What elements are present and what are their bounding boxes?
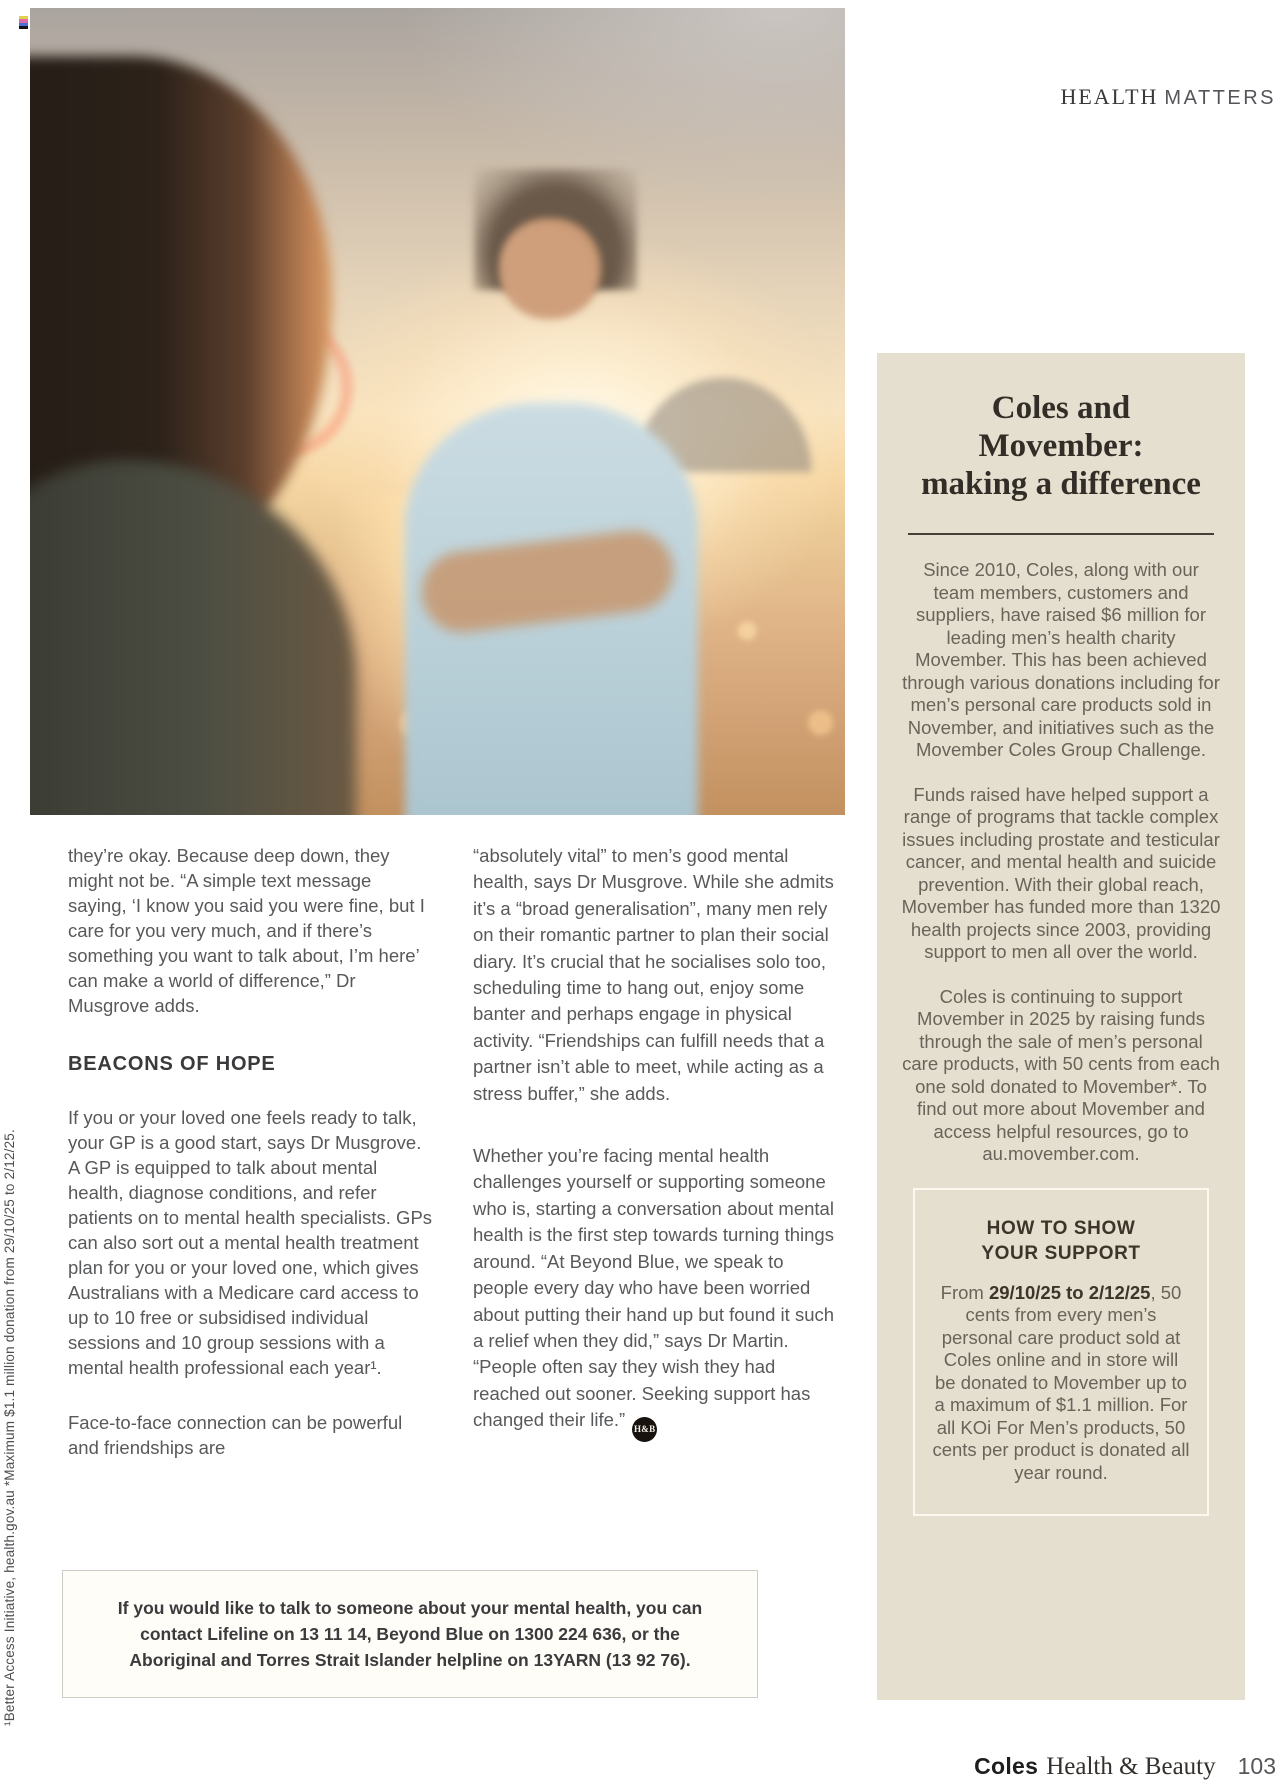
support-box-heading-line: YOUR SUPPORT xyxy=(981,1242,1141,1264)
footer-brand: Coles xyxy=(974,1753,1039,1779)
sidebar-title-line: making a difference xyxy=(921,466,1201,502)
support-box-text-prefix: From xyxy=(940,1281,989,1303)
article-paragraph-text: Whether you’re facing mental health challenges yourself or supporting someone who is, starting a conversation about mental health is the first step towards turning things around. “At Beyond Blue, we speak to people every day who have been worried about putting their hand up but found it such a relief when they did,” says Dr Martin. “People often say they wish they had reached out sooner. Seeking support has changed their life.” xyxy=(473,1145,835,1431)
color-registration-icon xyxy=(19,16,28,29)
hero-photo xyxy=(30,8,845,815)
support-box-heading xyxy=(931,1216,1191,1266)
sidebar-paragraph: Coles is continuing to support Movember in 2025 by raising funds through the sale of men’s personal care products, with 50 cents from each one sold donated to Movember*. To find out more about Movember and access helpful resources, go to au.movember.com. xyxy=(902,985,1220,1164)
footer-magazine-title: Health & Beauty xyxy=(1046,1753,1216,1780)
article-paragraph xyxy=(473,1143,839,1442)
support-box-text xyxy=(931,1282,1191,1485)
sidebar-title-line: Movember: xyxy=(978,428,1144,464)
footnote-vertical-text: ¹Better Access Initiative, health.gov.au *Maximum $1.1 million donation from 29/10/25 to 2/12/25. xyxy=(2,1129,17,1726)
page-number: 103 xyxy=(1237,1753,1276,1779)
article-column-1 xyxy=(68,843,434,1460)
article-paragraph: they’re okay. Because deep down, they might not be. “A simple text message saying, ‘I know you said you were fine, but I care for you very much, and if there’s something you want to talk about, I’m here’ can make a world of difference,” Dr Musgrove adds. xyxy=(68,845,425,1016)
article-paragraph: If you or your loved one feels ready to talk, your GP is a good start, says Dr Musgrove. A GP is equipped to talk about mental health, diagnose conditions, and refer patients on to mental health specialists. GPs can also sort out a mental health treatment plan for you or your loved one, which gives Australians with a Medicare card access to up to 10 free or subsidised individual sessions and 10 group sessions with a mental health professional each year¹. xyxy=(68,1107,433,1378)
sidebar-divider xyxy=(908,533,1214,535)
support-box-heading-line: HOW TO SHOW xyxy=(986,1217,1136,1239)
beacons-of-hope-heading: BEACONS OF HOPE xyxy=(68,1053,276,1075)
sidebar-title xyxy=(901,389,1221,503)
article-paragraph: Face-to-face connection can be powerful and friendships are xyxy=(68,1412,403,1458)
section-header-health: HEALTH xyxy=(1060,84,1159,109)
article-column-2 xyxy=(473,843,839,1442)
movember-sidebar xyxy=(877,353,1245,1700)
sidebar-paragraph: Funds raised have helped support a range of programs that tackle complex issues including prostate and testicular cancer, and mental health and suicide prevention. With their global reach, Movember has funded more than 1320 health projects since 2003, providing support to men all over the world. xyxy=(901,783,1221,962)
hb-endmark-icon: H&B xyxy=(632,1417,657,1442)
sidebar-title-line: Coles and xyxy=(991,390,1131,426)
section-header xyxy=(1060,84,1276,110)
photo-man-right-face xyxy=(499,218,601,319)
section-header-matters: MATTERS xyxy=(1164,87,1276,109)
sidebar-paragraph: Since 2010, Coles, along with our team members, customers and suppliers, have raised $6 million for leading men’s health charity Movember. This has been achieved through various donations including for men’s personal care products sold in November, and initiatives such as the Movember Coles Group Challenge. xyxy=(902,559,1220,760)
support-box-text-suffix: , 50 cents from every men’s personal care product sold at Coles online and in store will be donated to Movember up to a maximum of $1.1 million. For all KOi For Men’s products, 50 cents per product is donated all year round. xyxy=(932,1281,1190,1483)
article-paragraph: “absolutely vital” to men’s good mental health, says Dr Musgrove. While she admits it’s a “broad generalisation”, many men rely on their romantic partner to plan their social diary. It’s crucial that he socialises solo too, scheduling time to hang out, enjoy some banter and perhaps engage in physical activity. “Friendships can fulfill needs that a partner isn’t able to meet, while acting as a stress buffer,” she adds. xyxy=(473,845,834,1104)
help-contact-text: If you would like to talk to someone about your mental health, you can contact Lifeline on 13 11 14, Beyond Blue on 1300 224 636, or the Aboriginal and Torres Strait Islander helpline on 13YARN (13 92 76). xyxy=(117,1598,703,1670)
sidebar-paragraphs xyxy=(901,559,1221,1166)
support-box xyxy=(913,1188,1209,1517)
page-footer xyxy=(974,1753,1276,1781)
support-box-dates: 29/10/25 to 2/12/25 xyxy=(988,1281,1151,1303)
help-contact-box xyxy=(62,1570,758,1698)
